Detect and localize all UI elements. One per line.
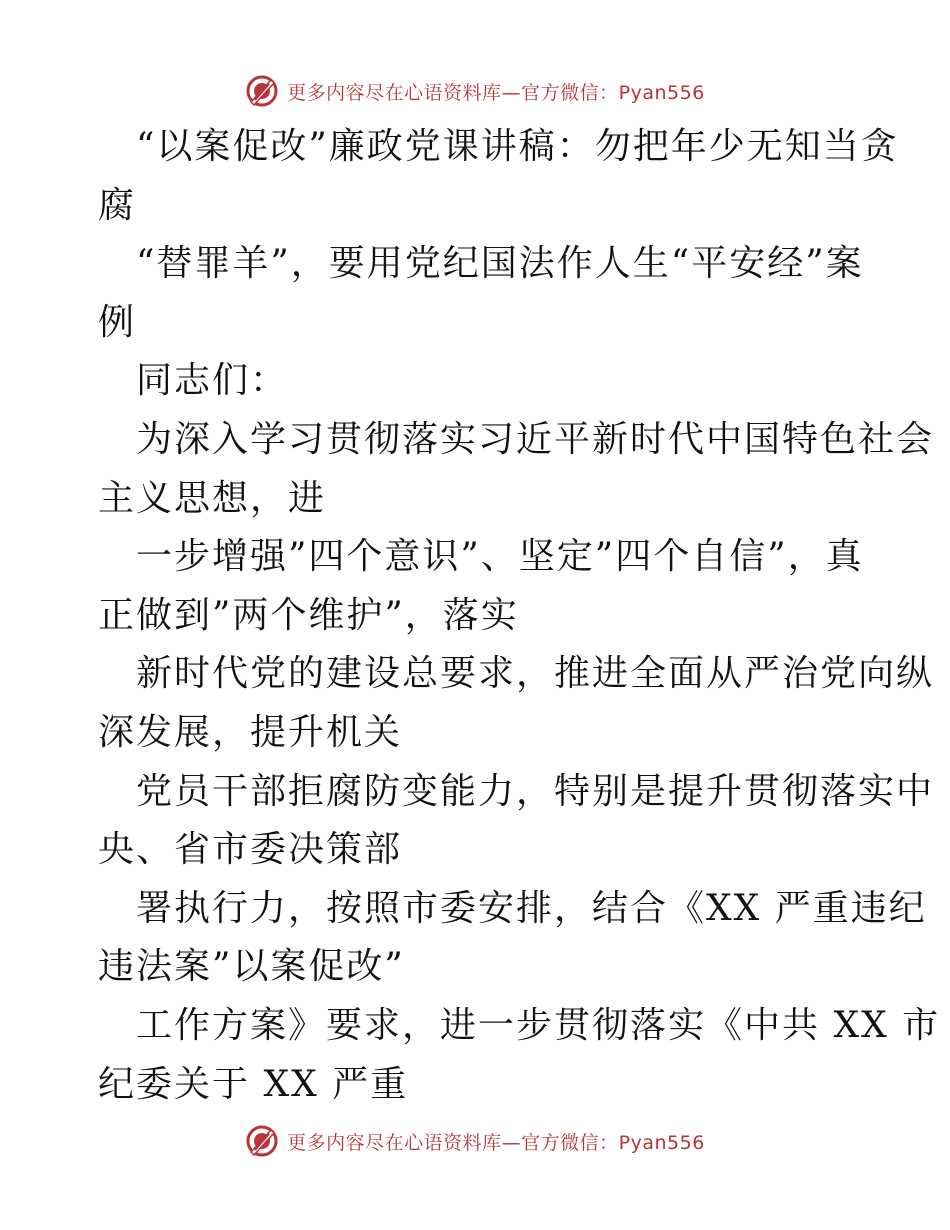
document-body: [98, 118, 941, 1114]
paragraph-line: 新时代党的建设总要求，推进全面从严治党向纵: [136, 653, 935, 695]
paragraph-line: 署执行力，按照市委安排，结合《XX 严重违纪: [136, 887, 927, 929]
paragraph-line: 纪委关于 XX 严重: [98, 1063, 409, 1105]
paragraph-line: 为深入学习贯彻落实习近平新时代中国特色社会: [136, 418, 935, 460]
header-banner-text: 更多内容尽在心语资料库—官方微信：Pyan556: [287, 81, 705, 104]
quill-seal-icon: [245, 1124, 279, 1158]
paragraph-line: 工作方案》要求，进一步贯彻落实《中共 XX 市: [136, 1004, 941, 1046]
footer-banner: [0, 1121, 950, 1161]
paragraph-line: 党员干部拒腐防变能力，特别是提升贯彻落实中: [136, 770, 935, 812]
paragraph-line: 违法案”以案促改”: [98, 946, 405, 988]
salutation-line: 同志们：: [136, 360, 289, 402]
paragraph-line: 深发展，提升机关: [98, 711, 403, 753]
paragraph-line: 正做到”两个维护”，落实: [98, 594, 519, 636]
paragraph-line: 主义思想，进: [98, 477, 327, 519]
title-line-4: 例: [98, 301, 137, 343]
title-line-1: “以案促改”廉政党课讲稿：勿把年少无知当贪: [136, 126, 899, 167]
title-line-2: 腐: [98, 184, 137, 226]
paragraph-line: 一步增强”四个意识”、坚定”四个自信”，真: [136, 536, 864, 578]
paragraph-line: 央、省市委决策部: [98, 829, 403, 871]
title-line-3: “替罪羊”，要用党纪国法作人生“平安经”案: [136, 243, 864, 285]
quill-seal-icon: [245, 74, 279, 108]
header-banner: [0, 71, 950, 111]
footer-banner-text: 更多内容尽在心语资料库—官方微信：Pyan556: [287, 1131, 705, 1154]
